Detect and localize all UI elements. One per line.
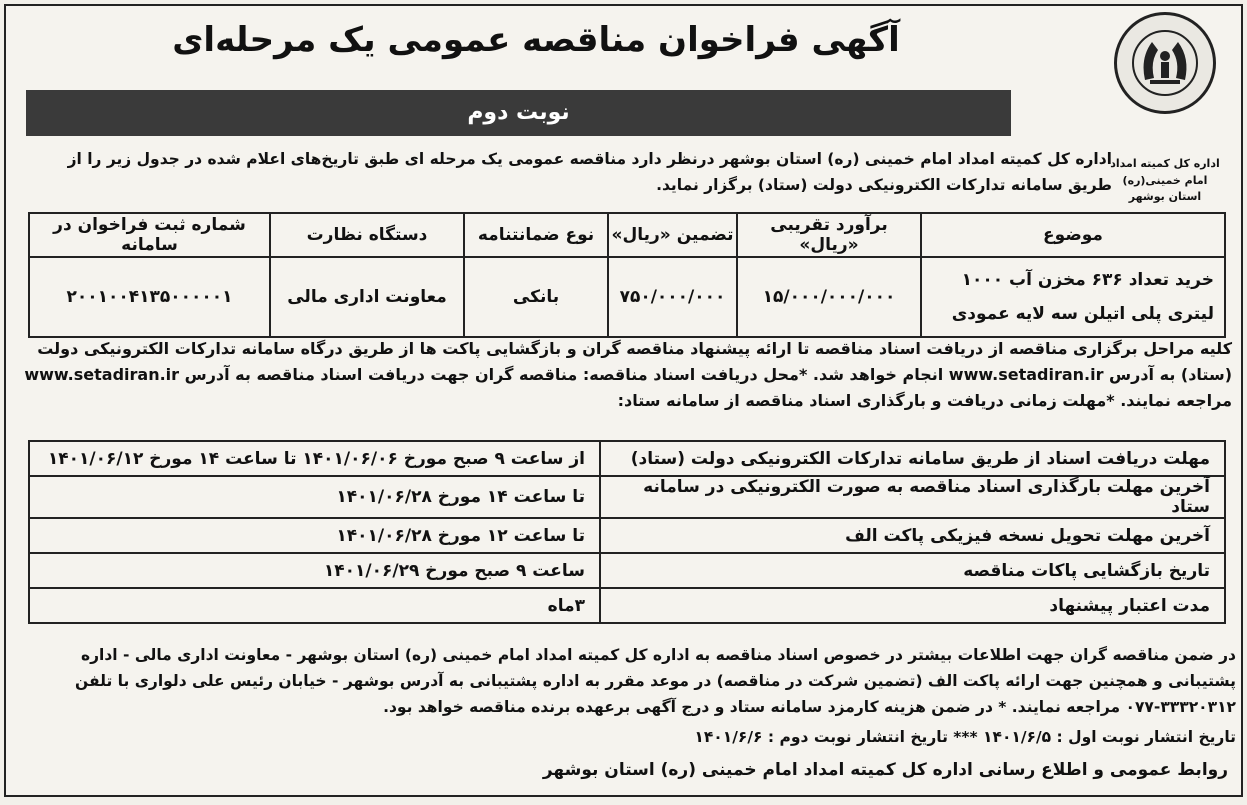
schedule-row (29, 441, 1225, 476)
footer-block (14, 642, 1236, 750)
schedule-row (29, 588, 1225, 623)
header-estimate: برآورد تقریبی «ریال» (737, 213, 921, 257)
table-header-row (29, 213, 1225, 257)
signature-line: روابط عمومی و اطلاع رسانی اداره کل کمیته امداد امام خمینی (ره) استان بوشهر (542, 760, 1228, 780)
tender-notice (4, 4, 1243, 797)
publication-dates: تاریخ انتشار نوبت اول : ۱۴۰۱/۶/۵ *** تاریخ انتشار نوبت دوم : ۱۴۰۱/۶/۶ (694, 728, 1236, 746)
organization-logo (1105, 12, 1225, 203)
table-row (29, 257, 1225, 337)
round-banner: نوبت دوم (26, 90, 1011, 136)
process-paragraph: کلیه مراحل برگزاری مناقصه از دریافت اسناد مناقصه تا ارائه پیشنهاد مناقصه گران و بازگشایی پاکت ها از طریق درگاه سامانه تدارکات الکترونیکی دولت (ستاد) به آدرس www.setadiran.ir انجام خواهد شد. *محل دریافت اسناد مناقصه: مناقصه گران جهت دریافت اسناد مناقصه به آدرس www.setadiran.ir مراجعه نمایند. *مهلت زمانی دریافت و بارگذاری اسناد مناقصه از سامانه ستاد: (24, 339, 1232, 410)
logo-caption-line1: اداره کل کمیته امداد امام خمینی(ره) (1110, 157, 1220, 187)
header-guarantee-type: نوع ضمانتنامه (464, 213, 608, 257)
schedule-row (29, 476, 1225, 518)
schedule-label: مهلت دریافت اسناد از طریق سامانه تدارکات الکترونیکی دولت (ستاد) (600, 441, 1225, 476)
intro-paragraph: اداره کل کمیته امداد امام خمینی (ره) استان بوشهر درنظر دارد مناقصه عمومی یک مرحله ای طبق تاریخ‌های اعلام شده در جدول زیر را از طریق سامانه تدارکات الکترونیکی دولت (ستاد) برگزار نماید. (67, 150, 1112, 194)
schedule-row (29, 518, 1225, 553)
schedule-label: تاریخ بازگشایی پاکات مناقصه (600, 553, 1225, 588)
header-supervisor: دستگاه نظارت (270, 213, 464, 257)
header-registration-no: شماره ثبت فراخوان در سامانه (29, 213, 270, 257)
cell-registration-no: ۲۰۰۱۰۰۴۱۳۵۰۰۰۰۰۱ (29, 257, 270, 337)
schedule-value: ساعت ۹ صبح مورخ ۱۴۰۱/۰۶/۲۹ (29, 553, 600, 588)
cell-estimate: ۱۵/۰۰۰/۰۰۰/۰۰۰ (737, 257, 921, 337)
schedule-label: آخرین مهلت تحویل نسخه فیزیکی پاکت الف (600, 518, 1225, 553)
schedule-value: تا ساعت ۱۴ مورخ ۱۴۰۱/۰۶/۲۸ (29, 476, 600, 518)
emblem-icon (1114, 12, 1216, 114)
header-subject: موضوع (921, 213, 1225, 257)
tender-details-table (28, 212, 1226, 338)
notice-title: آگهی فراخوان مناقصه عمومی یک مرحله‌ای (172, 20, 900, 60)
schedule-value: ۳ماه (29, 588, 600, 623)
schedule-value: از ساعت ۹ صبح مورخ ۱۴۰۱/۰۶/۰۶ تا ساعت ۱۴ مورخ ۱۴۰۱/۰۶/۱۲ (29, 441, 600, 476)
logo-caption-line2: استان بوشهر (1128, 190, 1202, 203)
header-guarantee: تضمین «ریال» (608, 213, 737, 257)
cell-guarantee-type: بانکی (464, 257, 608, 337)
schedule-label: آخرین مهلت بارگذاری اسناد مناقصه به صورت الکترونیکی در سامانه ستاد (600, 476, 1225, 518)
cell-subject: خرید تعداد ۶۳۶ مخزن آب ۱۰۰۰ لیتری پلی اتیلن سه لایه عمودی (921, 257, 1225, 337)
contact-paragraph: در ضمن مناقصه گران جهت اطلاعات بیشتر در خصوص اسناد مناقصه به اداره کل کمیته امداد امام خمینی (ره) استان بوشهر - معاونت اداری مالی - اداره پشتیبانی و همچنین جهت ارائه پاکت الف (تضمین شرکت در مناقصه) در موعد مقرر به اداره پشتیبانی به آدرس بوشهر - خیابان رئیس علی دلواری با تلفن ۳۳۳۲۰۳۱۲-۰۷۷ مراجعه نمایند. * در ضمن هزینه کارمزد سامانه ستاد و درج آگهی برعهده برنده مناقصه خواهد بود. (75, 646, 1236, 716)
schedule-value: تا ساعت ۱۲ مورخ ۱۴۰۱/۰۶/۲۸ (29, 518, 600, 553)
schedule-table (28, 440, 1226, 624)
cell-guarantee: ۷۵۰/۰۰۰/۰۰۰ (608, 257, 737, 337)
schedule-label: مدت اعتبار پیشنهاد (600, 588, 1225, 623)
schedule-row (29, 553, 1225, 588)
cell-supervisor: معاونت اداری مالی (270, 257, 464, 337)
